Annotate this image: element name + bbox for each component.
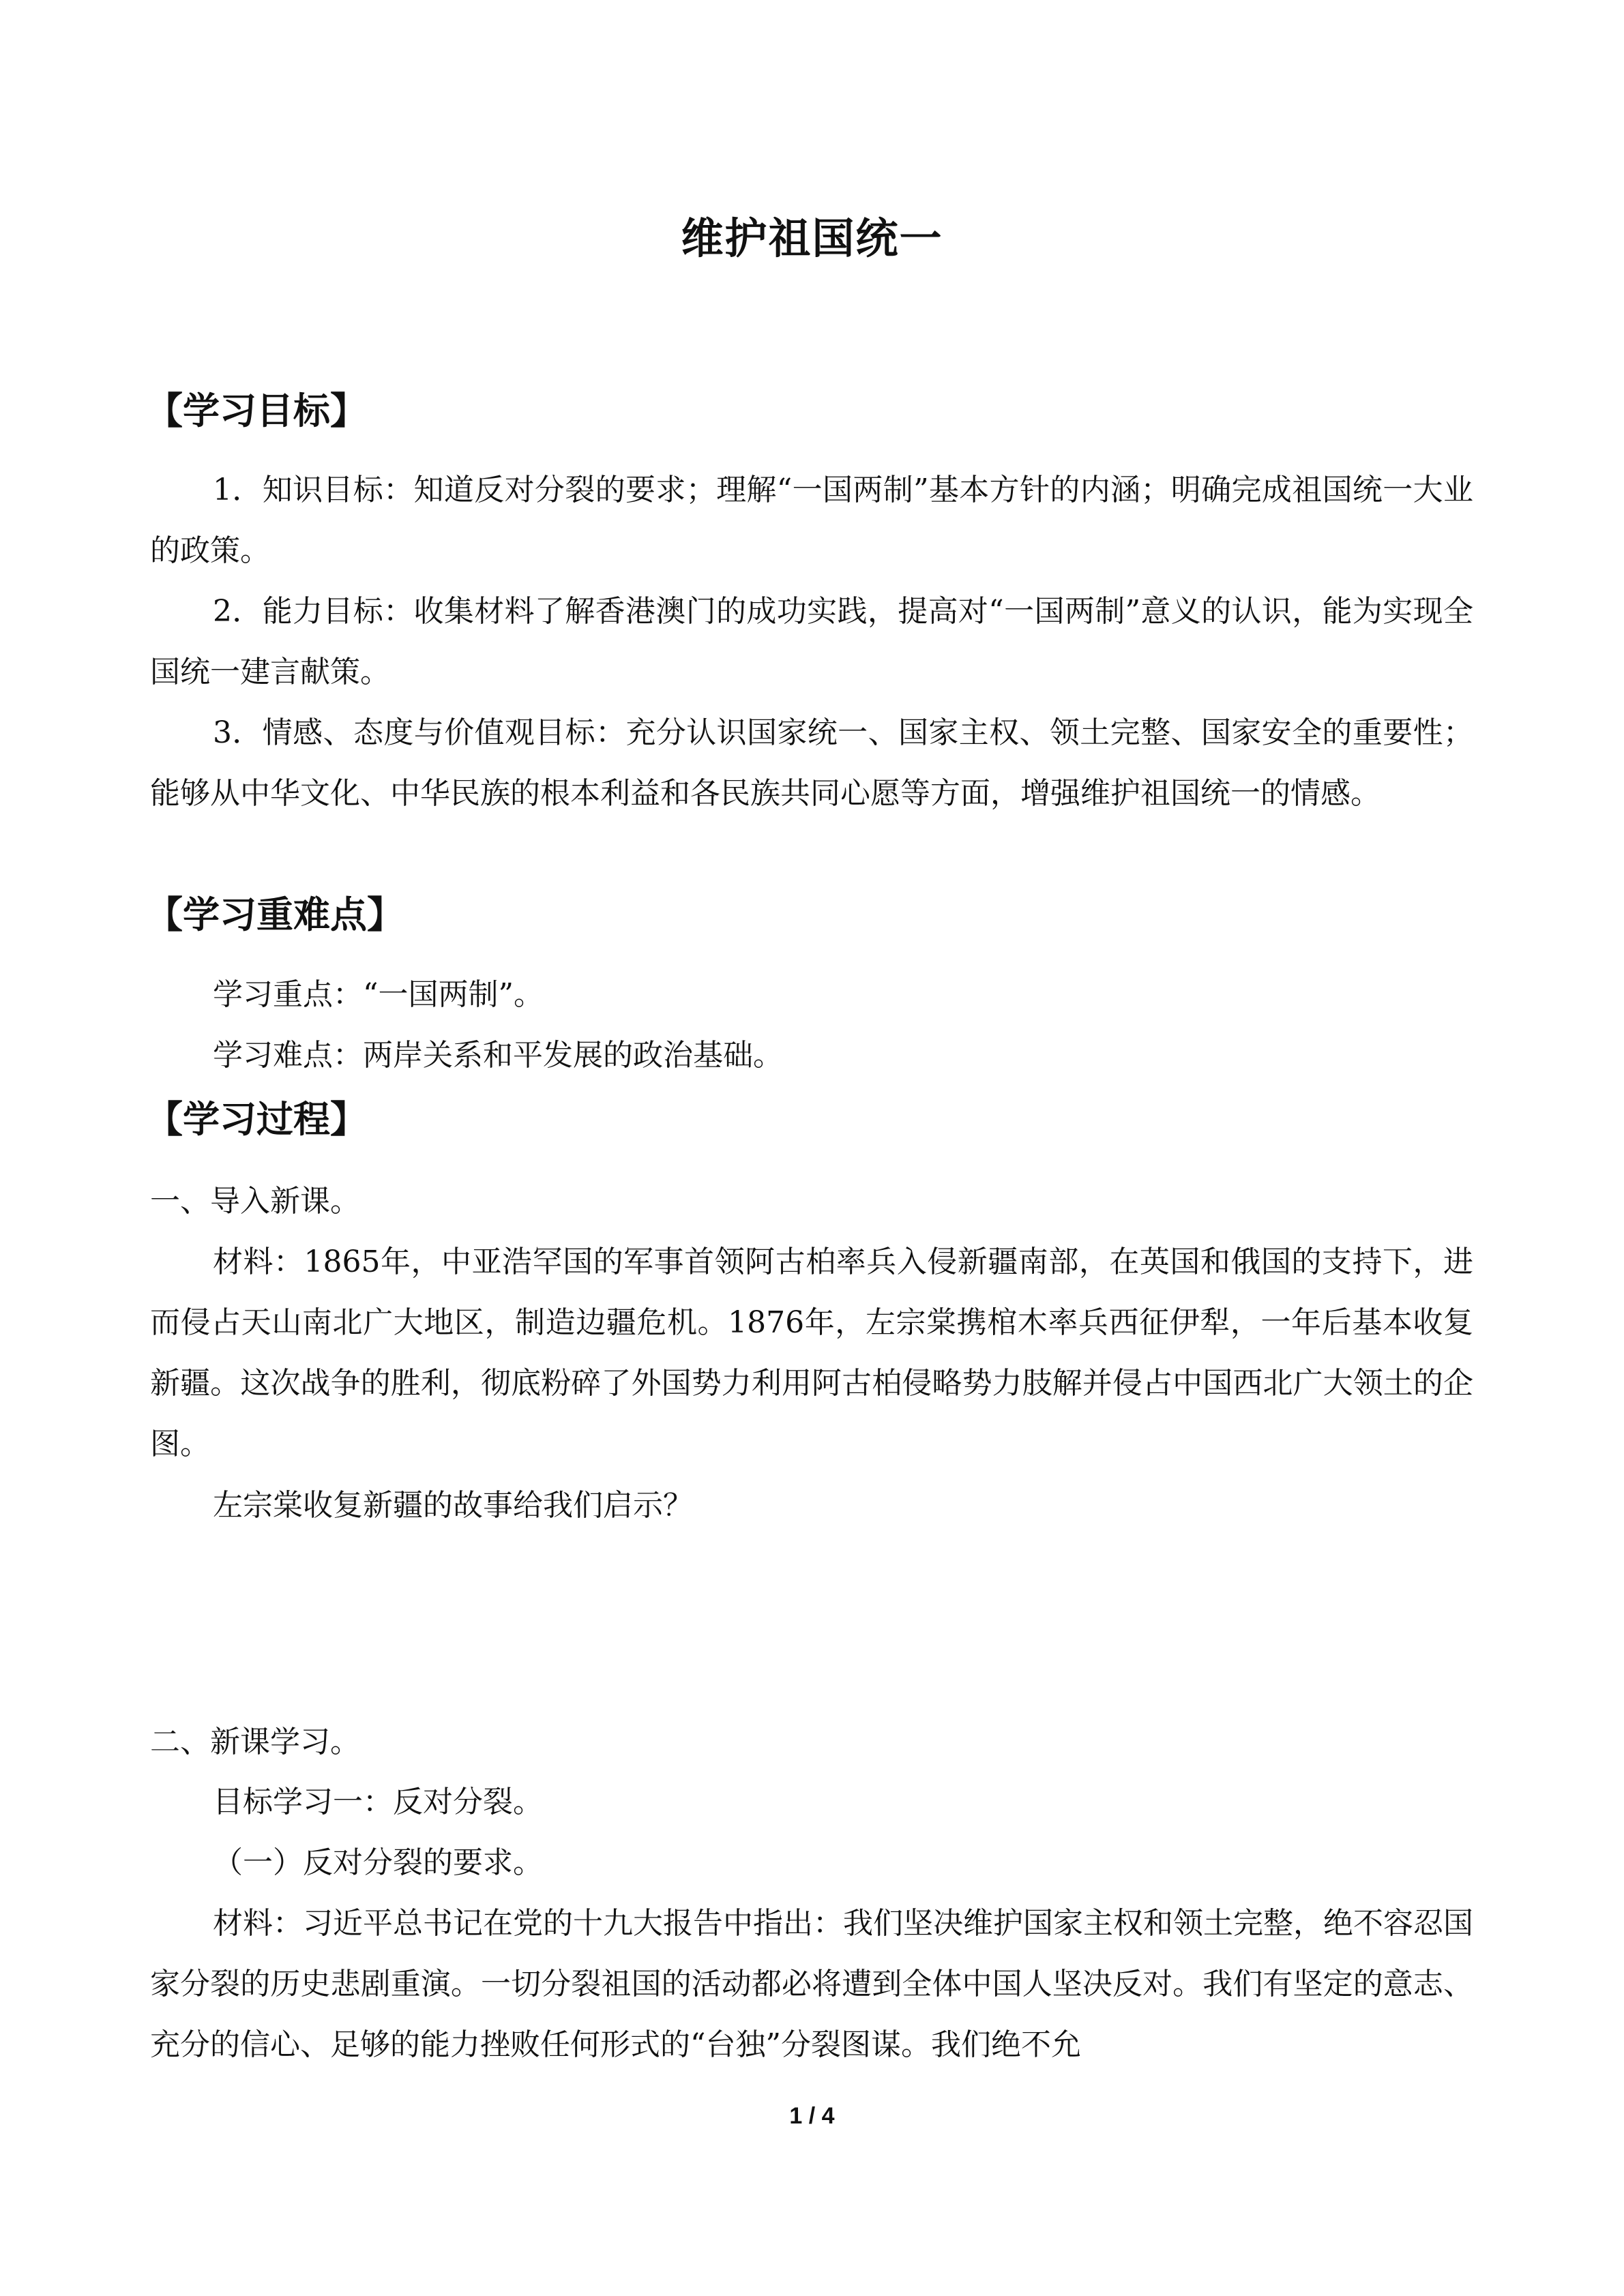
intro-title: 一、导入新课。 xyxy=(150,1184,360,1219)
section-heading-key-points: 【学习重难点】 xyxy=(146,893,404,936)
key-point-focus: 学习重点：“一国两制”。 xyxy=(213,977,544,1012)
page-number: 1 / 4 xyxy=(789,2103,835,2129)
objective-item-ability: 2．能力目标：收集材料了解香港澳门的成功实践，提高对“一国两制”意义的认识，能为实现全国统一建言献策。 xyxy=(150,594,1473,689)
intro-question: 左宗棠收复新疆的故事给我们启示？ xyxy=(213,1488,693,1523)
material-two: 材料：习近平总书记在党的十九大报告中指出：我们坚决维护国家主权和领土完整，绝不容忍国家分裂的历史悲剧重演。一切分裂祖国的活动都必将遭到全体中国人坚决反对。我们有坚定的意志、充分的信心、足够的能力挫败任何形式的“台独”分裂图谋。我们绝不允 xyxy=(150,1906,1473,2062)
objective-item-emotion: 3．情感、态度与价值观目标：充分认识国家统一、国家主权、领土完整、国家安全的重要性；能够从中华文化、中华民族的根本利益和各民族共同心愿等方面，增强维护祖国统一的情感。 xyxy=(150,715,1473,811)
key-point-difficulty: 学习难点：两岸关系和平发展的政治基础。 xyxy=(213,1038,783,1073)
objective-item-knowledge: 1．知识目标：知道反对分裂的要求；理解“一国两制”基本方针的内涵；明确完成祖国统一大业的政策。 xyxy=(150,473,1473,568)
section-heading-process: 【学习过程】 xyxy=(146,1098,367,1141)
subsection-one-title: （一）反对分裂的要求。 xyxy=(213,1845,543,1880)
document-title: 维护祖国统一 xyxy=(681,213,943,263)
section-heading-objectives: 【学习目标】 xyxy=(146,389,367,432)
goal-one-title: 目标学习一：反对分裂。 xyxy=(213,1785,543,1819)
new-lesson-title: 二、新课学习。 xyxy=(150,1725,360,1759)
intro-material: 材料：1865年，中亚浩罕国的军事首领阿古柏率兵入侵新疆南部，在英国和俄国的支持下，进而侵占天山南北广大地区，制造边疆危机。1876年，左宗棠携棺木率兵西征伊犁，一年后基本收复新疆。这次战争的胜利，彻底粉碎了外国势力利用阿古柏侵略势力肢解并侵占中国西北广大领土的企图。 xyxy=(150,1244,1473,1461)
